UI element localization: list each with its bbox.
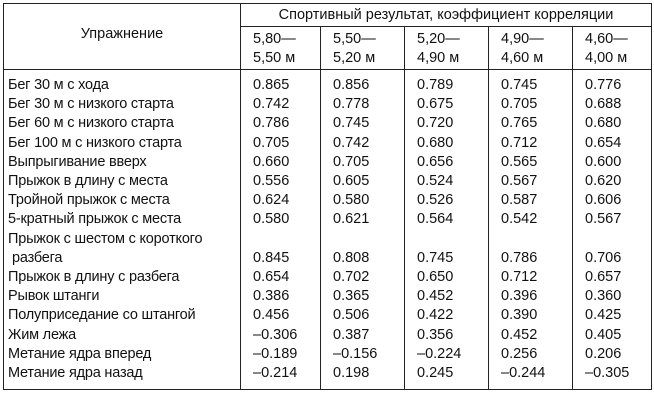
correlation-value: 0.702 — [321, 268, 405, 287]
correlation-value: 0.789 — [405, 76, 489, 95]
exercise-name: Бег 60 м с низкого старта — [4, 114, 241, 133]
correlation-value: 0.405 — [573, 326, 652, 345]
range-to: 5,50 м — [253, 50, 296, 66]
correlation-table — [3, 3, 652, 390]
header-range-1 — [241, 27, 321, 70]
correlation-value: 0.564 — [405, 210, 489, 229]
correlation-value: –0.214 — [241, 364, 321, 390]
range-from: 5,50— — [333, 31, 376, 47]
table-row — [4, 326, 652, 345]
correlation-value: 0.556 — [241, 172, 321, 191]
range-from: 5,20— — [417, 31, 460, 47]
exercise-name: Метание ядра вперед — [4, 345, 241, 364]
correlation-value: 0.396 — [489, 287, 573, 306]
range-to: 4,90 м — [417, 50, 460, 66]
correlation-value: 0.765 — [489, 114, 573, 133]
exercise-name: Бег 30 м с низкого старта — [4, 95, 241, 114]
correlation-value: 0.256 — [489, 345, 573, 364]
empty-cell — [241, 230, 321, 249]
table-row — [4, 249, 652, 268]
range-to: 4,60 м — [501, 50, 544, 66]
correlation-value: 0.356 — [405, 326, 489, 345]
correlation-value: –0.189 — [241, 345, 321, 364]
range-from: 4,90— — [501, 31, 544, 47]
correlation-value: 0.606 — [573, 191, 652, 210]
correlation-value: 0.565 — [489, 153, 573, 172]
correlation-value: 0.365 — [321, 287, 405, 306]
correlation-value: 0.654 — [241, 268, 321, 287]
correlation-value: 0.705 — [489, 95, 573, 114]
table-row — [4, 345, 652, 364]
correlation-value: 0.660 — [241, 153, 321, 172]
correlation-value: 0.506 — [321, 306, 405, 325]
correlation-value: 0.524 — [405, 172, 489, 191]
correlation-value: 0.580 — [321, 191, 405, 210]
correlation-value: 0.776 — [573, 76, 652, 95]
range-to: 5,20 м — [333, 50, 376, 66]
range-to: 4,00 м — [585, 50, 628, 66]
table-row — [4, 172, 652, 191]
correlation-value: –0.244 — [489, 364, 573, 390]
table-row — [4, 153, 652, 172]
correlation-value: 0.422 — [405, 306, 489, 325]
correlation-value: 0.245 — [405, 364, 489, 390]
empty-cell — [489, 230, 573, 249]
correlation-value: 0.680 — [405, 134, 489, 153]
table-row — [4, 134, 652, 153]
correlation-value: 0.742 — [321, 134, 405, 153]
exercise-name: Бег 30 м с хода — [4, 76, 241, 95]
exercise-name: Жим лежа — [4, 326, 241, 345]
correlation-value: 0.745 — [405, 249, 489, 268]
header-range-3 — [405, 27, 489, 70]
correlation-value: 0.705 — [321, 153, 405, 172]
correlation-value: 0.456 — [241, 306, 321, 325]
correlation-value: 0.865 — [241, 76, 321, 95]
correlation-value: 0.712 — [489, 134, 573, 153]
correlation-value: 0.452 — [405, 287, 489, 306]
correlation-value: 0.542 — [489, 210, 573, 229]
correlation-value: 0.360 — [573, 287, 652, 306]
correlation-value: 0.778 — [321, 95, 405, 114]
correlation-value: 0.620 — [573, 172, 652, 191]
exercise-name: 5-кратный прыжок с места — [4, 210, 241, 229]
table-row — [4, 76, 652, 95]
correlation-value: 0.567 — [573, 210, 652, 229]
header-exercise: Упражнение — [4, 4, 241, 70]
exercise-name: Тройной прыжок с места — [4, 191, 241, 210]
exercise-name: Прыжок в длину с разбега — [4, 268, 241, 287]
correlation-value: –0.224 — [405, 345, 489, 364]
correlation-value: 0.452 — [489, 326, 573, 345]
table-row — [4, 364, 652, 390]
header-result-title: Спортивный результат, коэффициент корреляции — [241, 4, 652, 27]
correlation-value: 0.786 — [489, 249, 573, 268]
correlation-value: 0.742 — [241, 95, 321, 114]
correlation-value: –0.305 — [573, 364, 652, 390]
table-row — [4, 191, 652, 210]
correlation-value: 0.600 — [573, 153, 652, 172]
range-from: 5,80— — [253, 31, 296, 47]
exercise-name: Рывок штанги — [4, 287, 241, 306]
correlation-value: –0.156 — [321, 345, 405, 364]
header-range-4 — [489, 27, 573, 70]
correlation-value: 0.587 — [489, 191, 573, 210]
exercise-name: Метание ядра назад — [4, 364, 241, 390]
table-row — [4, 287, 652, 306]
header-range-2 — [321, 27, 405, 70]
exercise-name: Бег 100 м с низкого старта — [4, 134, 241, 153]
range-from: 4,60— — [585, 31, 628, 47]
correlation-value: 0.621 — [321, 210, 405, 229]
empty-cell — [405, 230, 489, 249]
empty-cell — [321, 230, 405, 249]
correlation-value: 0.656 — [405, 153, 489, 172]
correlation-value: 0.720 — [405, 114, 489, 133]
correlation-value: 0.526 — [405, 191, 489, 210]
correlation-value: 0.567 — [489, 172, 573, 191]
exercise-name-continued: разбега — [4, 249, 241, 268]
table-row — [4, 306, 652, 325]
table-row — [4, 95, 652, 114]
correlation-value: 0.425 — [573, 306, 652, 325]
correlation-value: 0.786 — [241, 114, 321, 133]
correlation-value: 0.198 — [321, 364, 405, 390]
correlation-value: 0.387 — [321, 326, 405, 345]
table-row — [4, 210, 652, 229]
header-range-5 — [573, 27, 652, 70]
exercise-name: Выпрыгивание вверх — [4, 153, 241, 172]
table-row — [4, 268, 652, 287]
correlation-value: 0.650 — [405, 268, 489, 287]
correlation-value: 0.745 — [489, 76, 573, 95]
correlation-value: 0.206 — [573, 345, 652, 364]
correlation-value: 0.712 — [489, 268, 573, 287]
correlation-value: 0.745 — [321, 114, 405, 133]
correlation-value: 0.856 — [321, 76, 405, 95]
correlation-value: 0.680 — [573, 114, 652, 133]
correlation-value: 0.390 — [489, 306, 573, 325]
correlation-value: 0.808 — [321, 249, 405, 268]
correlation-value: 0.705 — [241, 134, 321, 153]
empty-cell — [573, 230, 652, 249]
correlation-value: 0.845 — [241, 249, 321, 268]
correlation-value: 0.657 — [573, 268, 652, 287]
exercise-name: Полуприседание со штангой — [4, 306, 241, 325]
correlation-value: 0.688 — [573, 95, 652, 114]
correlation-value: 0.654 — [573, 134, 652, 153]
exercise-name: Прыжок в длину с места — [4, 172, 241, 191]
table-row — [4, 230, 652, 249]
correlation-value: 0.605 — [321, 172, 405, 191]
correlation-value: –0.306 — [241, 326, 321, 345]
table-row — [4, 114, 652, 133]
correlation-value: 0.675 — [405, 95, 489, 114]
correlation-value: 0.706 — [573, 249, 652, 268]
table-body — [4, 70, 652, 390]
exercise-name: Прыжок с шестом с короткого — [4, 230, 241, 249]
correlation-value: 0.580 — [241, 210, 321, 229]
correlation-value: 0.624 — [241, 191, 321, 210]
correlation-value: 0.386 — [241, 287, 321, 306]
